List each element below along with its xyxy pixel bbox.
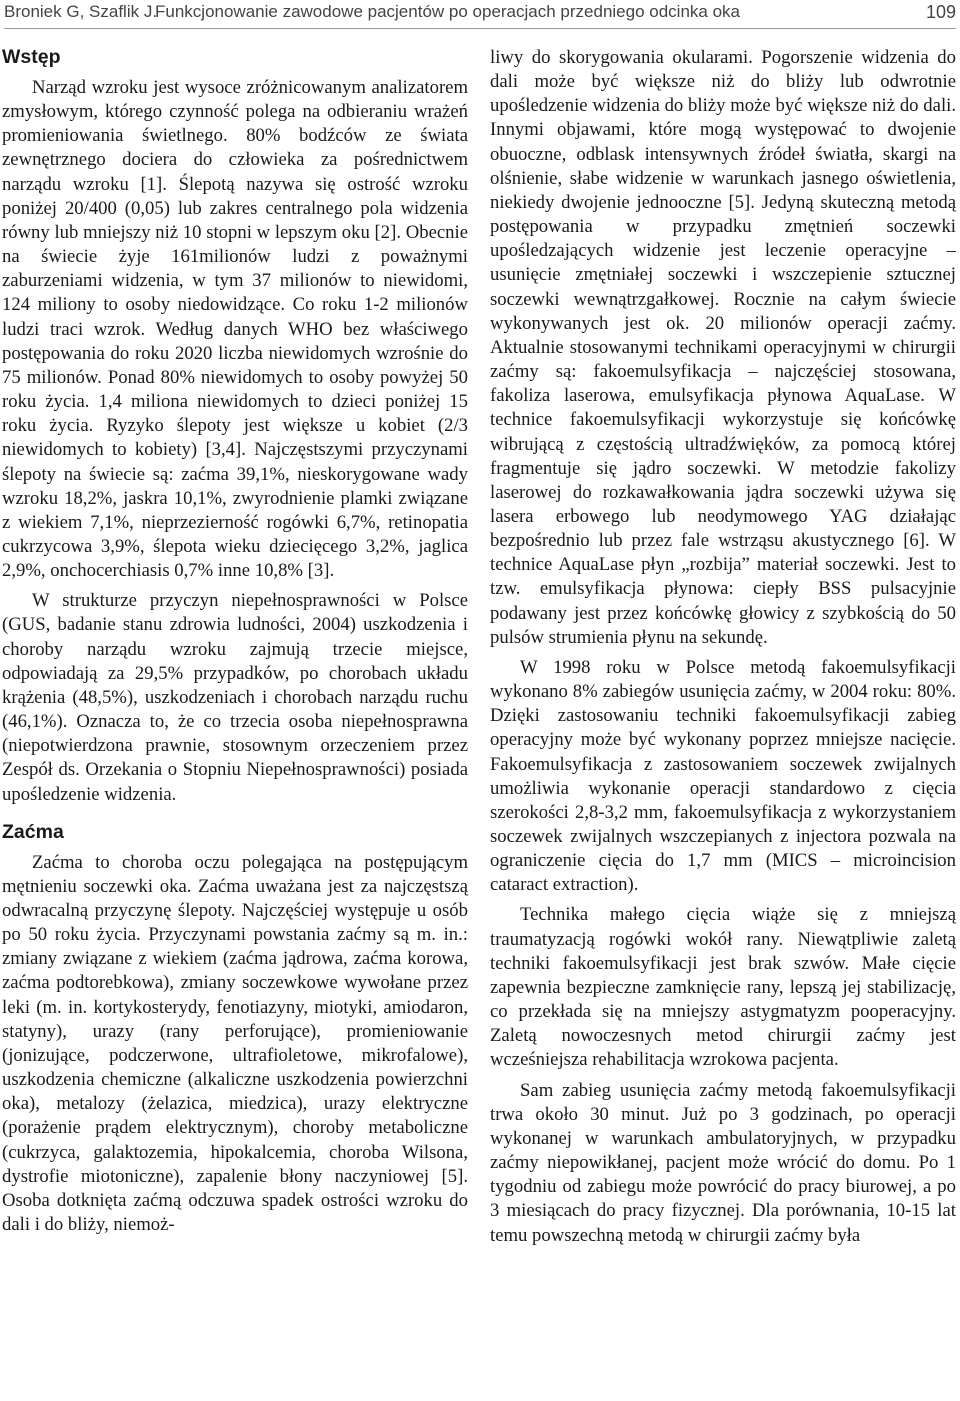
- left-column: [2, 42, 468, 1237]
- header-article-title: Funkcjonowanie zawodowe pacjentów po operacjach przedniego odcinka oka: [155, 2, 740, 21]
- section-heading-zacma: Zaćma: [2, 820, 64, 843]
- header-authors: Broniek G, Szaflik J.: [4, 2, 158, 21]
- section-heading-wstep: Wstęp: [2, 46, 61, 68]
- paragraph-procedure-time: Sam zabieg usunięcia zaćmy metodą fakoemulsyfikacji trwa około 30 minut. Już po 3 godzinach, po operacji wykonanej w warunkach ambulatoryjnych, w przypadku zaćmy niepowikłanej, pacjent może wrócić do domu. Po 1 tygodniu od zabiegu może powrócić do pracy biurowej, a po 3 miesiącach do pracy fizycznej. Dla porównania, 10-15 lat temu powszechną metodą w chirurgii zaćmy była: [490, 1079, 956, 1246]
- paragraph-disability: W strukturze przyczyn niepełnosprawności w Polsce (GUS, badanie stanu zdrowia ludności, 2004) uszkodzenia i choroby narządu wzroku zajmują trzecie miejsce, odpowiadają za 29,5% przypadków, po chorobach układu krążenia (48,5%), uszkodzeniach i chorobach narządu ruchu (46,1%). Oznacza to, że co trzecia osoba niepełnosprawna (niepotwierdzona prawnie, stosownym orzeczeniem przez Zespół ds. Orzekania o Stopniu Niepełnosprawności) posiada upośledzenie widzenia.: [2, 590, 468, 805]
- paragraph-phaco-poland: W 1998 roku w Polsce metodą fakoemulsyfikacji wykonano 8% zabiegów usunięcia zaćmy, w 2004 roku: 80%. Dzięki zastosowaniu techniki fakoemulsyfikacji zabieg operacyjny może być wykonany poprzez mniejsze nacięcie. Fakoemulsyfikacja z zastosowaniem soczewek zwijalnych umożliwia wykonanie operacji standardowo z cięcia szerokości 2,8-3,2 mm, fakoemulsyfikacja z wykorzystaniem soczewek zwijalnych wszczepianych z injectora pozwala na ograniczenie cięcia do 1,7 mm (MICS – microincision cataract extraction).: [490, 656, 956, 896]
- paragraph-symptoms-treatment: liwy do skorygowania okularami. Pogorszenie widzenia do dali może być większe niż do bliży lub odwrotnie upośledzenie widzenia do bliży może być większe niż do dali. Innymi objawami, które mogą występować to dwojenie obuoczne, odblask intensywnych źródeł światła, skargi na olśnienie, słabe widzenie w warunkach jasnego oświetlenia, niekiedy dwojenie jednooczne [5]. Jedyną skuteczną metodą postępowania w przypadku zmętnień soczewki upośledzających widzenie jest leczenie operacyjne – usunięcie zmętniałej soczewki i wszczepienie sztucznej soczewki wewnątrzgałkowej. Rocznie na całym świecie wykonywanych jest ok. 20 milionów operacji zaćmy. Aktualnie stosowanymi technikami operacyjnymi w chirurgii zaćmy są: fakoemulsyfikacja – najczęściej stosowana, fakoliza laserowa, emulsyfikacja płynowa AquaLase. W technice fakoemulsyfikacji wykorzystuje się końcówkę wibrującą z częstością ultradźwięków, za pomocą której fragmentuje się jądro soczewki. W metodzie fakolizy laserowej do rozkawałkowania jądra soczewki używa się lasera erbowego lub neodymowego YAG działając bezpośrednio lub przez fale wstrząsu akustycznego [6]. W technice AquaLase płyn „rozbija” materiał soczewki. Jest to tzw. emulsyfikacja płynowa: ciepły BSS pulsacyjnie podawany jest przez końcówkę głowicy z szybkością do 50 pulsów strumienia płynu na sekundę.: [490, 47, 956, 648]
- paragraph-small-incision: Technika małego cięcia wiąże się z mniejszą traumatyzacją rogówki wokół rany. Niewątpliwie zaletą techniki fakoemulsyfikacji jest brak szwów. Małe cięcie zapewnia bezpieczne zamknięcie rany, lepszą jej stabilizację, co przekłada się na mniejszy astygmatyzm pooperacyjny. Zaletą nowoczesnych metod chirurgii zaćmy jest wcześniejsza rehabilitacja wzrokowa pacjenta.: [490, 904, 956, 1071]
- page-number: 109: [925, 2, 956, 22]
- header-rule: [4, 28, 956, 29]
- paragraph-intro: Narząd wzroku jest wysoce zróżnicowanym analizatorem zmysłowym, którego czynność polega na odbieraniu wrażeń promieniowania świetlnego. 80% bodźców ze świata zewnętrznego dociera do człowieka za pośrednictwem narządu wzroku [1]. Ślepotą nazywa się ostrość wzroku poniżej 20/400 (0,05) lub zakres centralnego pola widzenia równy lub mniejszy niż 10 stopni w lepszym oku [2]. Obecnie na świecie żyje 161milionów ludzi z poważnymi zaburzeniami widzenia, w tym 37 milionów to niewidomi, 124 miliony to osoby niedowidzące. Co roku 1-2 milionów ludzi traci wzrok. Według danych WHO bez właściwego postępowania do roku 2020 liczba niewidomych wzrośnie do 75 milionów. Ponad 80% niewidomych to osoby powyżej 50 roku życia. 1,4 miliona niewidomych to dzieci poniżej 15 roku życia. Ryzyko ślepoty jest większe u kobiet (2/3 niewidomych to kobiety) [3,4]. Najczęstszymi przyczynami ślepoty na świecie są: zaćma 39,1%, nieskorygowane wady wzroku 18,2%, jaskra 10,1%, zwyrodnienie plamki związane z wiekiem 7,1%, nieprzezierność rogówki 6,7%, retinopatia cukrzycowa 3,9%, ślepota wieku dziecięcego 3,2%, jaglica 2,9%, onchocerchiasis 0,7% inne 10,8% [3].: [2, 77, 468, 582]
- paragraph-cataract: Zaćma to choroba oczu polegająca na postępującym mętnieniu soczewki oka. Zaćma uważana jest za najczęstszą odwracalną przyczynę ślepoty. Najczęściej występuje u osób po 50 roku życia. Przyczynami powstania zaćmy są m. in.: zmiany związane z wiekiem (zaćma jądrowa, zaćma korowa, zaćma podtorebkowa), zmiany soczewkowe wywołane przez leki (m. in. kortykosterydy, fenotiazyny, miotyki, amiodaron, statyny), urazy (rany perforujące), promieniowanie (jonizujące, podczerwone, ultrafioletowe, mikrofalowe), uszkodzenia chemiczne (alkaliczne uszkodzenia powierzchni oka), metalozy (żelazica, miedzica), urazy elektryczne (porażenie prądem elektrycznym), choroby metaboliczne (cukrzyca, galaktozemia, hipokalcemia, choroba Wilsona, dystrofie miotoniczne), zapalenie błony naczyniowej [5]. Osoba dotknięta zaćmą odczuwa spadek ostrości wzroku do dali i do bliży, niemoż-: [2, 851, 468, 1236]
- right-column: [490, 46, 956, 1248]
- running-header: [4, 2, 956, 26]
